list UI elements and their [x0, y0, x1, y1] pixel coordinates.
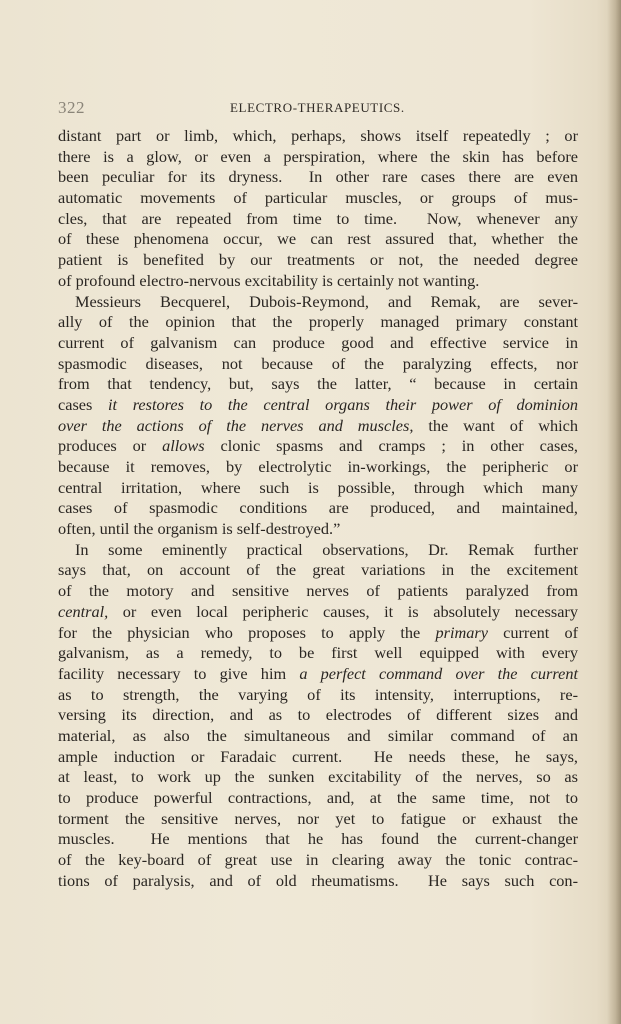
- text-segment: versing its direction, and as to electrodes of different sizes and: [58, 705, 578, 725]
- italic-text-segment: over the actions of the nerves and muscles,: [58, 415, 414, 435]
- text-line: [58, 395, 578, 416]
- text-segment: ally of the opinion that the properly managed primary constant: [58, 312, 578, 332]
- text-segment: as to strength, the varying of its intensity, interruptions, re-: [58, 684, 578, 704]
- italic-text-segment: it restores to the central organs their power of dominion: [108, 394, 579, 414]
- text-line: [58, 416, 578, 437]
- text-line: [58, 188, 578, 209]
- text-line: [58, 292, 578, 313]
- text-line: [58, 271, 578, 292]
- text-segment: distant part or limb, which, perhaps, shows itself repeatedly ; or: [58, 126, 578, 145]
- text-segment: current of galvanism can produce good and effective service in: [58, 332, 578, 352]
- text-line: [58, 829, 578, 850]
- text-segment: says that, on account of the great variations in the excitement: [58, 560, 578, 580]
- text-line: [58, 643, 578, 664]
- running-title: ELECTRO-THERAPEUTICS.: [230, 100, 405, 115]
- text-segment: of profound electro-nervous excitability is certainly not wanting.: [58, 270, 480, 290]
- text-line: [58, 747, 578, 768]
- italic-text-segment: a perfect command over the current: [299, 663, 578, 683]
- page-edge-shadow: [607, 0, 621, 1024]
- text-line: [58, 850, 578, 871]
- text-segment: clonic spasms and cramps ; in other cases,: [204, 436, 579, 456]
- text-line: [58, 229, 578, 250]
- text-segment: muscles. He mentions that he has found the current-changer: [58, 829, 578, 849]
- text-segment: or even local peripheric causes, it is absolutely necessary: [108, 601, 578, 621]
- text-segment: spasmodic diseases, not because of the paralyzing effects, nor: [58, 353, 578, 373]
- text-line: [58, 147, 578, 168]
- text-segment: cases: [58, 394, 108, 414]
- text-segment: In some eminently practical observations, Dr. Remak further: [75, 539, 578, 559]
- text-line: [58, 519, 578, 540]
- running-head: [58, 98, 578, 118]
- page-number: 322: [58, 98, 85, 117]
- text-line: [58, 250, 578, 271]
- text-line: [58, 685, 578, 706]
- text-segment: cles, that are repeated from time to time. Now, whenever any: [58, 208, 578, 228]
- text-segment: there is a glow, or even a perspiration, where the skin has before: [58, 146, 578, 166]
- text-line: [58, 436, 578, 457]
- text-segment: galvanism, as a remedy, to be first well equipped with every: [58, 643, 578, 663]
- italic-text-segment: primary: [435, 622, 488, 642]
- text-segment: been peculiar for its dryness. In other rare cases there are even: [58, 167, 578, 187]
- text-segment: ample induction or Faradaic current. He needs these, he says,: [58, 746, 578, 766]
- text-line: [58, 312, 578, 333]
- text-line: [58, 767, 578, 788]
- text-segment: for the physician who proposes to apply the: [58, 622, 436, 642]
- text-line: [58, 809, 578, 830]
- text-segment: of the motory and sensitive nerves of patients paralyzed from: [58, 581, 578, 601]
- text-segment: central irritation, where such is possible, through which many: [58, 477, 578, 497]
- text-line: [58, 457, 578, 478]
- text-segment: current of: [487, 622, 579, 642]
- text-segment: because it removes, by electrolytic in-workings, the peripheric or: [58, 457, 578, 476]
- text-segment: of these phenomena occur, we can rest assured that, whether the: [58, 229, 578, 249]
- text-line: [58, 788, 578, 809]
- text-segment: facility necessary to give him: [58, 663, 300, 683]
- text-line: [58, 581, 578, 602]
- text-line: [58, 602, 578, 623]
- text-segment: material, as also the simultaneous and similar command of an: [58, 725, 578, 745]
- text-segment: patient is benefited by our treatments or not, the needed degree: [58, 250, 578, 270]
- text-line: [58, 560, 578, 581]
- text-line: [58, 623, 578, 644]
- text-line: [58, 726, 578, 747]
- text-segment: to produce powerful contractions, and, at the same time, not to: [58, 788, 578, 807]
- italic-text-segment: central,: [58, 601, 109, 621]
- text-line: [58, 540, 578, 561]
- text-line: [58, 498, 578, 519]
- text-segment: torment the sensitive nerves, nor yet to fatigue or exhaust the: [58, 808, 578, 828]
- text-line: [58, 354, 578, 375]
- text-line: [58, 478, 578, 499]
- text-line: [58, 374, 578, 395]
- text-line: [58, 167, 578, 188]
- text-segment: from that tendency, but, says the latter, “ because in certain: [58, 374, 578, 394]
- text-segment: at least, to work up the sunken excitability of the nerves, so as: [58, 767, 578, 787]
- text-segment: Messieurs Becquerel, Dubois-Reymond, and Remak, are sever-: [75, 291, 578, 311]
- text-line: [58, 333, 578, 354]
- text-line: [58, 871, 578, 892]
- text-segment: tions of paralysis, and of old rheumatisms. He says such con-: [58, 870, 578, 890]
- text-line: [58, 705, 578, 726]
- text-segment: automatic movements of particular muscles, or groups of mus-: [58, 188, 578, 208]
- text-segment: of the key-board of great use in clearing away the tonic contrac-: [58, 850, 578, 870]
- text-line: [58, 664, 578, 685]
- text-line: [58, 126, 578, 147]
- text-segment: often, until the organism is self-destroyed.”: [58, 519, 341, 539]
- italic-text-segment: allows: [162, 436, 205, 456]
- text-segment: produces or: [58, 436, 163, 456]
- body-text: [58, 126, 578, 891]
- text-line: [58, 209, 578, 230]
- text-segment: cases of spasmodic conditions are produced, and maintained,: [58, 498, 578, 518]
- text-segment: the want of which: [413, 415, 578, 435]
